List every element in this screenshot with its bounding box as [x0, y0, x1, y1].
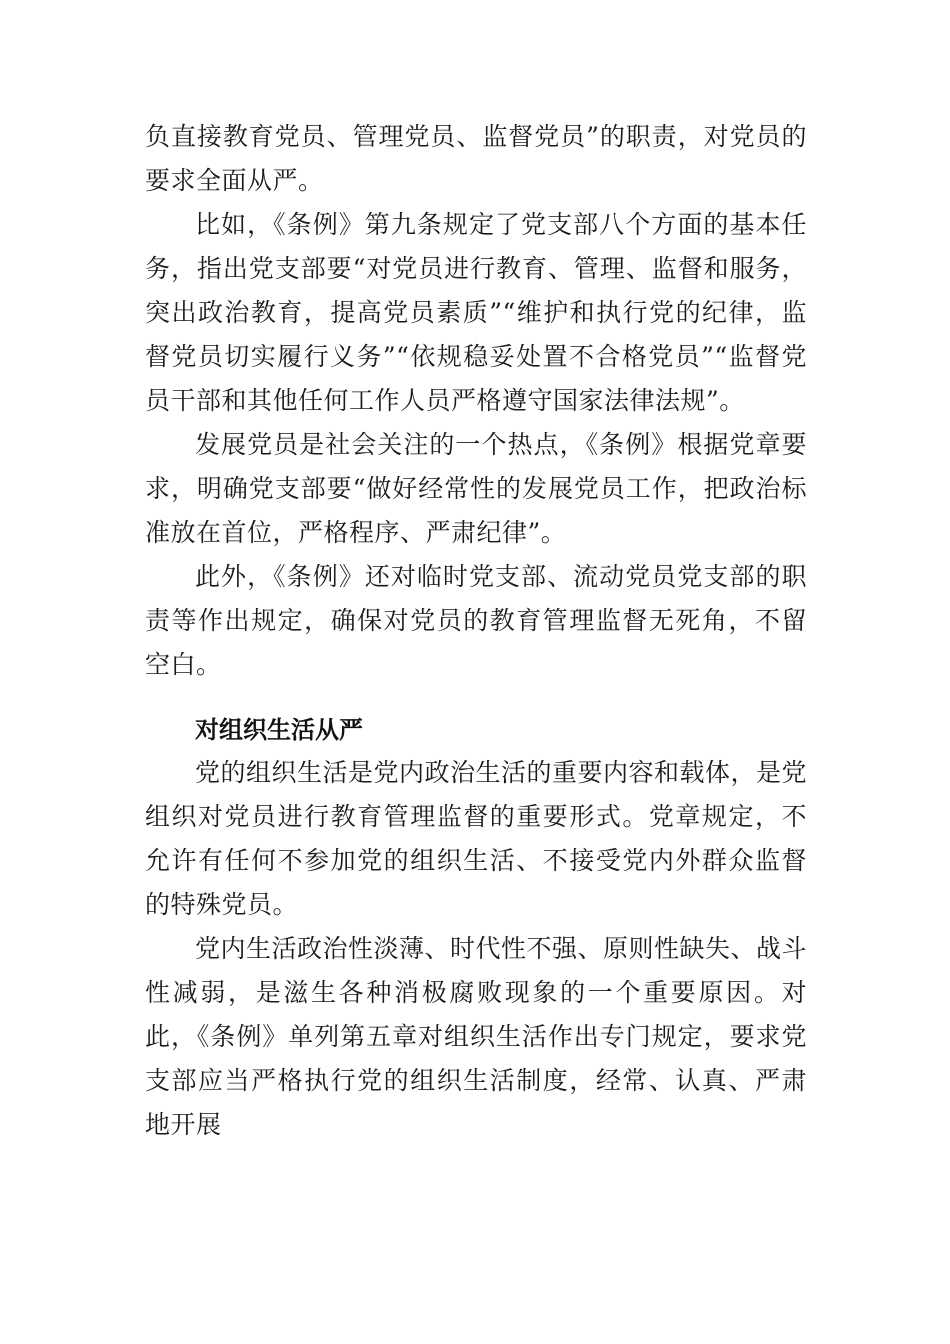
paragraph-inner-party-life: 党内生活政治性淡薄、时代性不强、原则性缺失、战斗性减弱，是滋生各种消极腐败现象的一个重要原因。对此，《条例》单列第五章对组织生活作出专门规定，要求党支部应当严格执行党的组织生活制度，经常、认真、严肃地开展	[145, 934, 808, 1139]
paragraph-continuation: 负直接教育党员、管理党员、监督党员”的职责，对党员的要求全面从严。	[145, 122, 807, 195]
paragraph-temporary-branches: 此外，《条例》还对临时党支部、流动党员党支部的职责等作出规定，确保对党员的教育管理监督无死角，不留空白。	[145, 562, 807, 679]
section-heading: 对组织生活从严	[195, 716, 363, 744]
document-body	[145, 115, 807, 1147]
paragraph-basic-tasks: 比如，《条例》第九条规定了党支部八个方面的基本任务，指出党支部要“对党员进行教育、管理、监督和服务，突出政治教育，提高党员素质”“维护和执行党的纪律，监督党员切实履行义务”“依规稳妥处置不合格党员”“监督党员干部和其他任何工作人员严格遵守国家法律法规”。	[145, 210, 807, 415]
paragraph-party-development: 发展党员是社会关注的一个热点，《条例》根据党章要求，明确党支部要“做好经常性的发展党员工作，把政治标准放在首位，严格程序、严肃纪律”。	[145, 430, 807, 547]
paragraph-organization-life: 党的组织生活是党内政治生活的重要内容和载体，是党组织对党员进行教育管理监督的重要形式。党章规定，不允许有任何不参加党的组织生活、不接受党内外群众监督的特殊党员。	[145, 758, 808, 919]
